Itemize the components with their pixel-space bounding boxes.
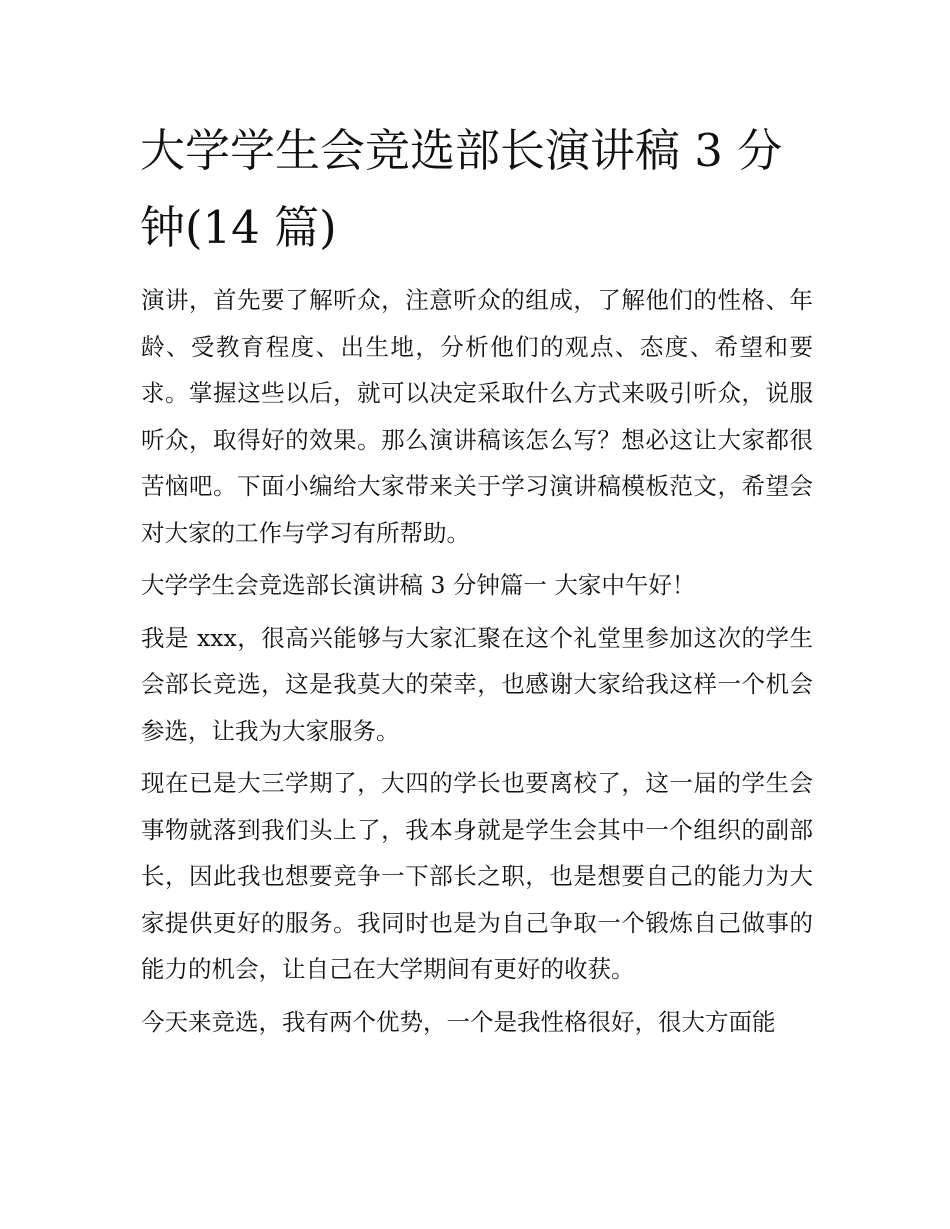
paragraph-section-heading: 大学学生会竞选部长演讲稿 3 分钟篇一 大家中午好！ xyxy=(141,571,696,599)
paragraph: 我是 xxx，很高兴能够与大家汇聚在这个礼堂里参加这次的学生会部长竞选，这是我莫大的荣幸，也感谢大家给我这样一个机会参选，让我为大家服务。 xyxy=(141,623,813,745)
document-body xyxy=(141,277,813,1051)
paragraph: 今天来竞选，我有两个优势，一个是我性格很好，很大方面能 xyxy=(141,1007,776,1036)
document-title: 大学学生会竞选部长演讲稿 3 分钟(14 篇) xyxy=(140,124,783,254)
paragraph-intro: 演讲，首先要了解听众，注意听众的组成，了解他们的性格、年龄、受教育程度、出生地，分析他们的观点、态度、希望和要求。掌握这些以后，就可以决定采取什么方式来吸引听众，说服听众，取得好的效果。那么演讲稿该怎么写？想必这让大家都很苦恼吧。下面小编给大家带来关于学习演讲稿模板范文，希望会对大家的工作与学习有所帮助。 xyxy=(141,286,813,547)
paragraph: 现在已是大三学期了，大四的学长也要离校了，这一届的学生会事物就落到我们头上了，我本身就是学生会其中一个组织的副部长，因此我也想要竞争一下部长之职，也是想要自己的能力为大家提供更好的服务。我同时也是为自己争取一个锻炼自己做事的能力的机会，让自己在大学期间有更好的收获。 xyxy=(141,769,813,983)
